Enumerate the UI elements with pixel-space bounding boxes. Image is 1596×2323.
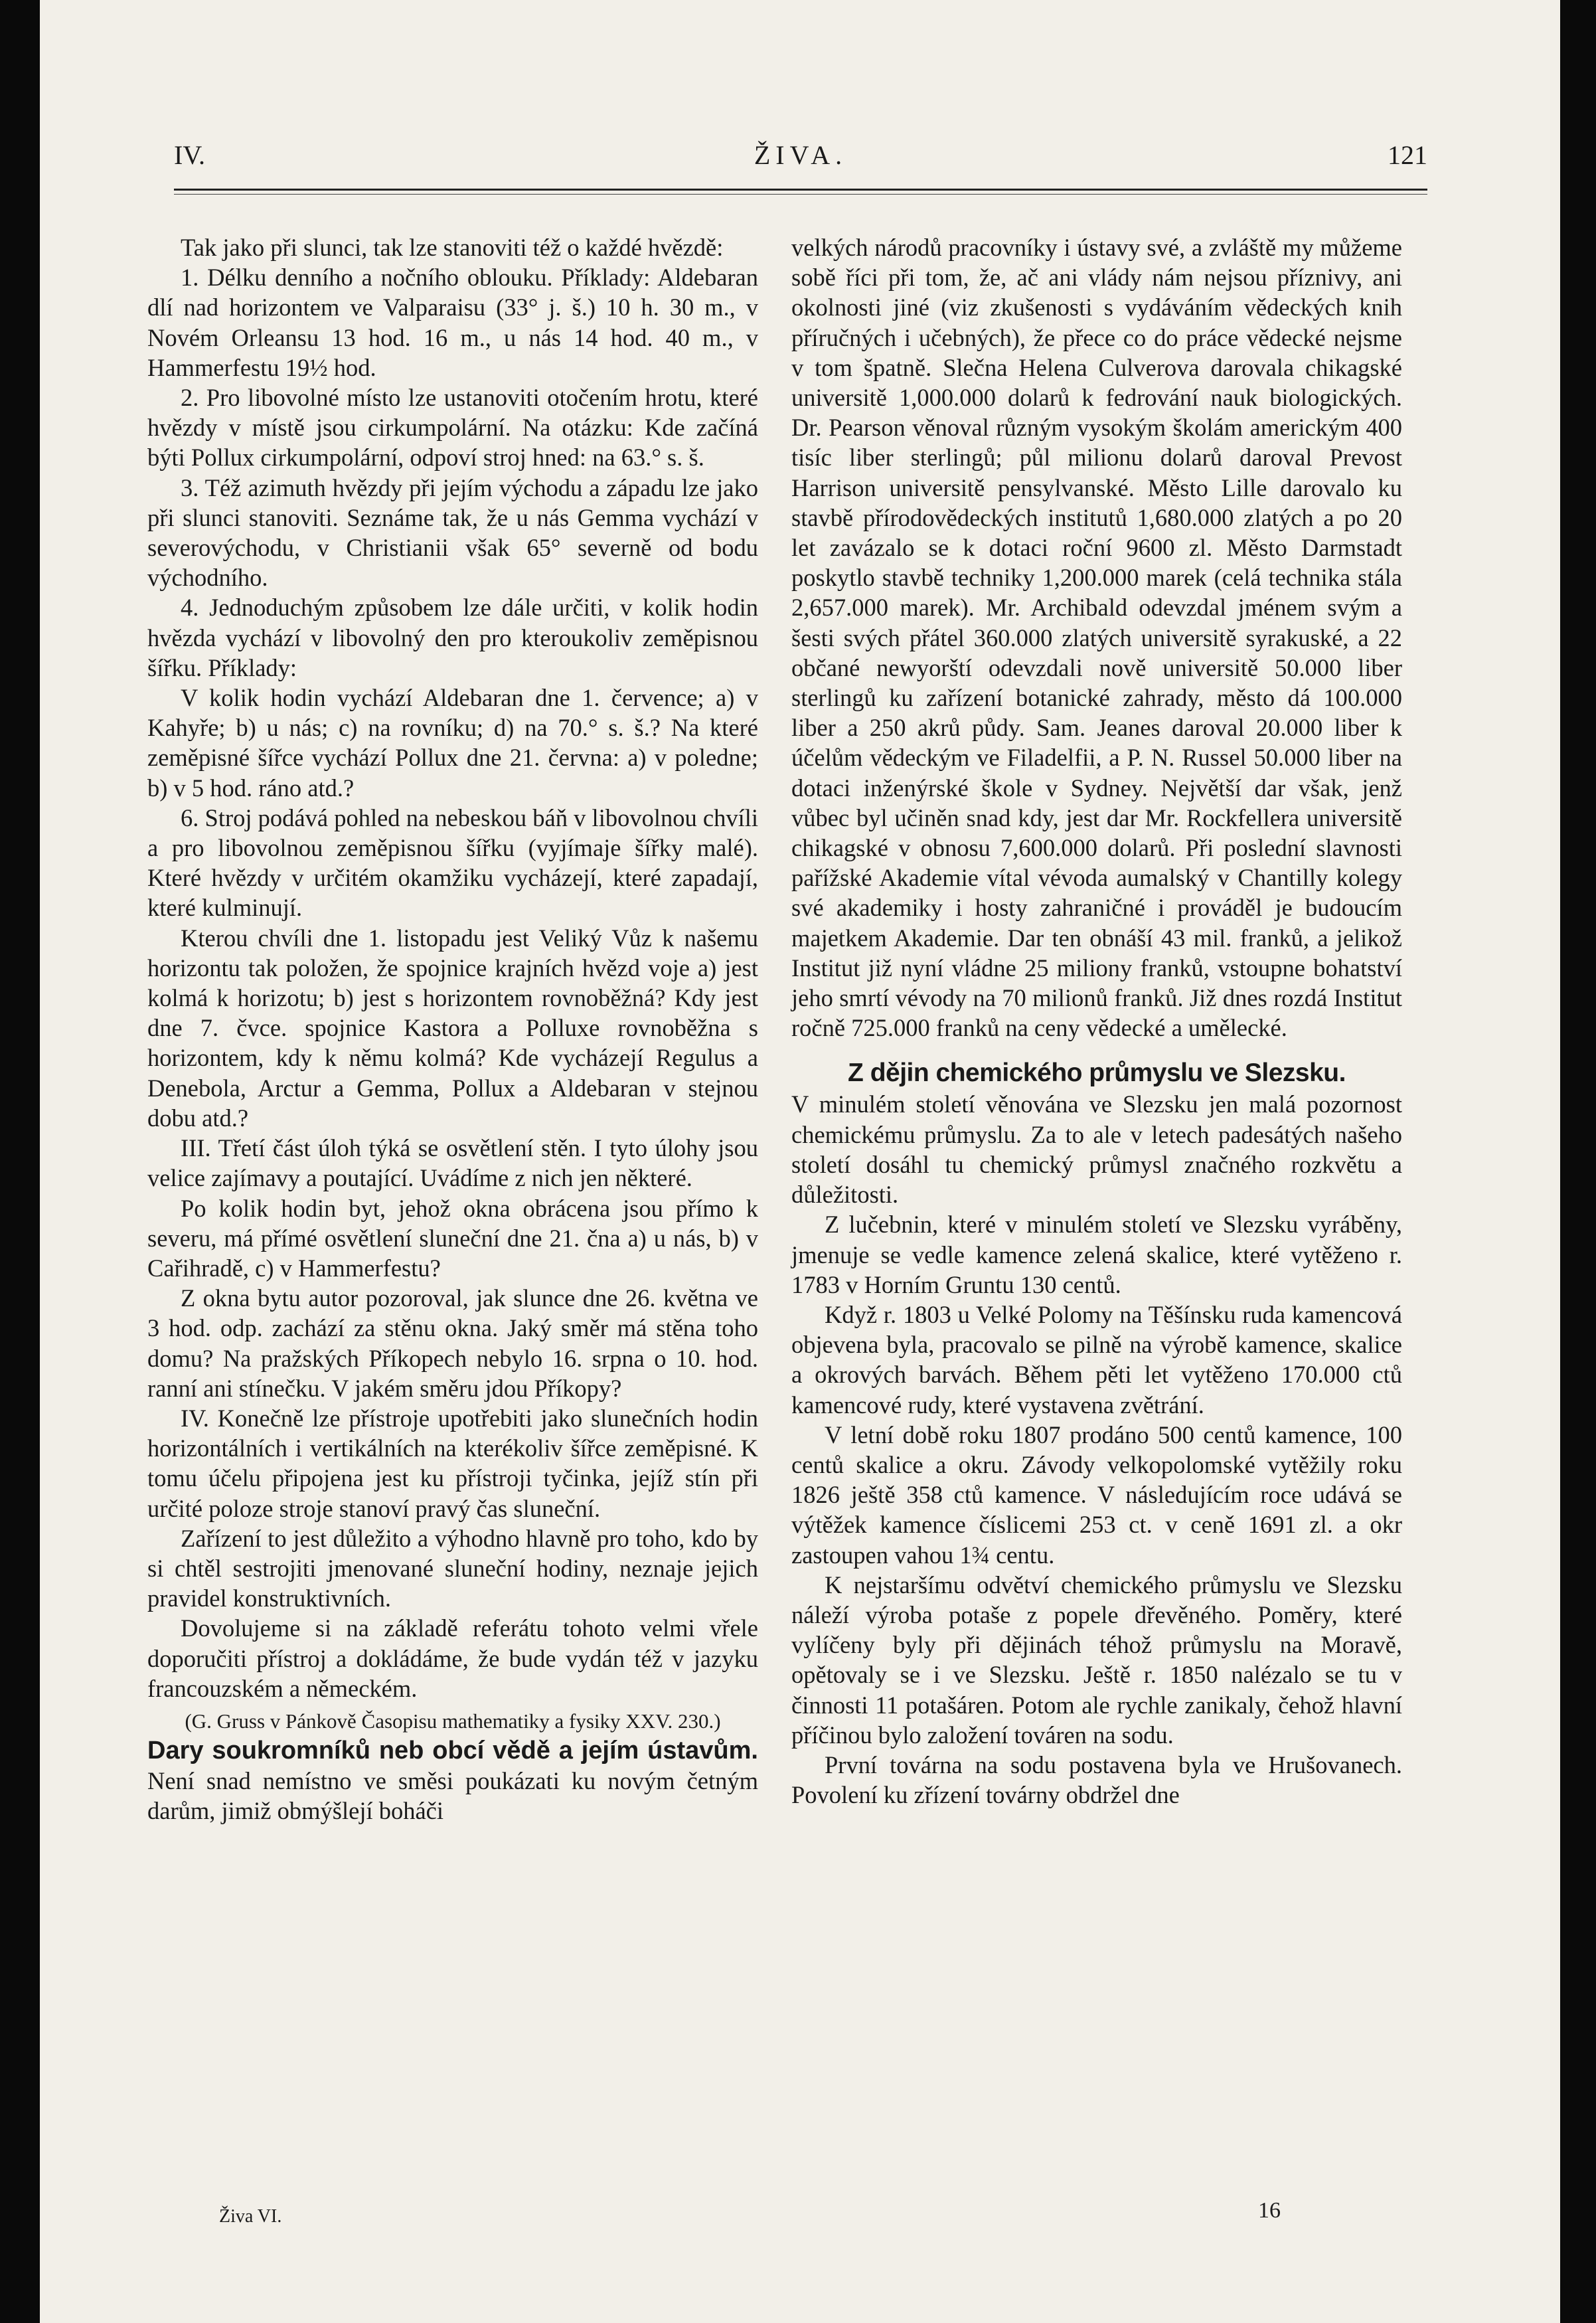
signature-mark: Živa VI. (219, 2206, 282, 2227)
sheet-number: 16 (1258, 2198, 1281, 2223)
right-column (791, 232, 1402, 1810)
header-rule-thin (174, 194, 1427, 195)
volume-number: IV. (174, 140, 206, 170)
section-heading: Dary soukromníků neb obcí vědě a jejím ústavům. (147, 1736, 758, 1764)
page-number: 121 (1388, 140, 1427, 170)
paragraph: 6. Stroj podává pohled na nebeskou báň v libovolnou chvíli a pro libovolnou zeměpisnou šířku (vyjímaje šířky malé). Které hvězdy v určitém okamžiku vycházejí, které zapadají, které kulminují. (147, 804, 758, 922)
paragraph: 3. Též azimuth hvězdy při jejím východu a západu lze jako při slunci stanoviti. Seznáme tak, že u nás Gemma vychází v severovýchodu, v Christianii však 65° severně od bodu východního. (147, 473, 758, 592)
paragraph: IV. Konečně lze přístroje upotřebiti jako slunečních hodin horizontálních i vertikálních na kterékoliv šířce zeměpisné. K tomu účelu připojena jest ku přístroji tyčinka, jejíž stín při určité poloze stroje stanoví pravý čas sluneční. (147, 1404, 758, 1522)
paragraph: V letní době roku 1807 prodáno 500 centů kamence, 100 centů skalice a okru. Závody velkopolomské vytěžily roku 1826 ještě 358 ctů kamence. V následujícím roce udává se výtěžek kamence číslicemi 253 ct. v ceně 1691 zl. a okr zastoupen vahou 1¾ centu. (791, 1420, 1402, 1569)
paragraph: Tak jako při slunci, tak lze stanoviti též o každé hvězdě: (181, 234, 724, 261)
paragraph: V minulém století věnována ve Slezsku jen malá pozornost chemickému průmyslu. Za to ale v letech padesátých našeho století dosáhl tu chemický průmysl značného rozkvětu a důležitosti. (791, 1090, 1402, 1209)
paragraph: III. Třetí část úloh týká se osvětlení stěn. I tyto úlohy jsou velice zajímavy a poutající. Uvádíme z nich jen některé. (147, 1134, 758, 1192)
paragraph-text: Není snad nemístno ve směsi poukázati ku novým četným darům, jimiž obmýšlejí boháči (147, 1767, 758, 1825)
paragraph: K nejstaršímu odvětví chemického průmyslu ve Slezsku náleží výroba potaše z popele dřevěného. Poměry, které vylíčeny byly při dějinách téhož průmyslu na Moravě, opětovaly se i ve Slezsku. Ještě r. 1850 nalézalo se tu v činnosti 11 potašáren. Potom ale rychle zanikaly, čehož hlavní příčinou bylo založení továren na sodu. (791, 1571, 1402, 1749)
paragraph: Dovolujeme si na základě referátu tohoto velmi vřele doporučiti přístroj a dokládáme, že bude vydán též v jazyku francouzském a německém. (147, 1614, 758, 1702)
paragraph (147, 1735, 758, 1826)
paragraph: Z lučebnin, které v minulém století ve Slezsku vyráběny, jmenuje se vedle kamence zelená skalice, které vytěženo r. 1783 v Horním Gruntu 130 centů. (791, 1211, 1402, 1298)
paragraph: velkých národů pracovníky i ústavy své, a zvláště my můžeme sobě říci při tom, že, ač ani vlády nám nejsou příznivy, ani okolnosti jiné (viz zkušenosti s vydáváním vědeckých knih příručných i učebných), že přece co do práce vědecké nejsme v tom špatně. Slečna Helena Culverova darovala chikagské universitě 1,000.000 dolarů k fedrování nauk biologických. Dr. Pearson věnoval různým vysokým školám americkým 400 tisíc liber sterlingů; půl milionu dolarů daroval Prevost Harrison universitě pensylvanské. Město Lille darovalo ku stavbě přírodovědeckých institutů 1,680.000 zlatých a po 20 let zavázalo se k dotaci roční 9600 zl. Město Darmstadt poskytlo stavbě techniky 1,200.000 marek (celá technika stála 2,657.000 marek). Mr. Archibald odevzdal jménem svým a šesti svých přátel 360.000 zlatých universitě syrakuské, a 22 občané newyorští odevzdali nově universitě 50.000 liber sterlingů ku zařízení botanické zahrady, město dá 100.000 liber a 250 akrů půdy. Sam. Jeanes daroval 20.000 liber k účelům vědeckým ve Filadelfii, a P. N. Russel 50.000 liber na dotaci inženýrské škole v Sydney. Největší dar však, jenž vůbec byl učiněn snad kdy, jest dar Mr. Rockfellera universitě chikagské v obnosu 7,600.000 dolarů. Při poslední slavnosti pařížské Akademie vítal vévoda aumalský v Chantilly kolegy své akademiky i hosty zahraničné i prováděl je budoucím majetkem Akademie. Dar ten obnáší 43 mil. franků, a jelikož Institut již nyní vládne 25 miliony franků, vstoupne bohatství jeho smrtí vévody na 70 milionů franků. Již dnes rozdá Institut ročně 725.000 franků na ceny vědecké a umělecké. (791, 234, 1402, 1042)
paragraph: 4. Jednoduchým způsobem lze dále určiti, v kolik hodin hvězda vychází v libovolný den pro kteroukoliv zeměpisnou šířku. Příklady: (147, 594, 758, 681)
paragraph: Z okna bytu autor pozoroval, jak slunce dne 26. května ve 3 hod. odp. zachází za stěnu okna. Jaký směr má stěna toho domu? Na pražských Příkopech nebylo 16. srpna o 10. hod. ranní ani stínečku. V jakém směru jdou Příkopy? (147, 1284, 758, 1402)
paragraph: První továrna na sodu postavena byla ve Hrušovanech. Povolení ku zřízení továrny obdržel dne (791, 1751, 1402, 1809)
header-rule (174, 189, 1427, 191)
paragraph: V kolik hodin vychází Aldebaran dne 1. července; a) v Kahyře; b) u nás; c) na rovníku; d) na 70.° s. š.? Na které zeměpisné šířce vychází Pollux dne 21. června: a) v poledne; b) v 5 hod. ráno atd.? (147, 684, 758, 802)
section-heading: Z dějin chemického průmyslu ve Slezsku. (848, 1059, 1346, 1088)
paragraph: Po kolik hodin byt, jehož okna obrácena jsou přímo k severu, má přímé osvětlení sluneční dne 21. čna a) u nás, b) v Cařihradě, c) v Hammerfestu? (147, 1194, 758, 1282)
paragraph: 1. Délku denního a nočního oblouku. Příklady: Aldebaran dlí nad horizontem ve Valparaisu (33° j. š.) 10 h. 30 m., v Novém Orleansu 13 hod. 16 m., u nás 14 hod. 40 m., v Hammerfestu 19½ hod. (147, 264, 758, 381)
paragraph: 2. Pro libovolné místo lze ustanoviti otočením hrotu, které hvězdy v místě jsou cirkumpolární. Na otázku: Kde začíná býti Pollux cirkumpolární, odpoví stroj hned: na 63.° s. š. (147, 384, 758, 472)
paragraph: Když r. 1803 u Velké Polomy na Těšínsku ruda kamencová objevena byla, pracovalo se pilně na výrobě kamence, skalice a okrových barvách. Během pěti let vytěženo 170.000 ctů kamencové rudy, které vystavena zvětrání. (791, 1300, 1402, 1419)
left-column (147, 232, 758, 1826)
paragraph: Zařízení to jest důležito a výhodno hlavně pro toho, kdo by si chtěl sestrojiti jmenované sluneční hodiny, neznaje jejich pravidel konstruktivních. (147, 1524, 758, 1612)
journal-title: ŽIVA. (754, 140, 848, 170)
paragraph: Kterou chvíli dne 1. listopadu jest Veliký Vůz k našemu horizontu tak položen, že spojnice krajních hvězd voje a) jest kolmá k horizotu; b) jest s horizontem rovnoběžná? Kdy jest dne 7. čvce. spojnice Kastora a Polluxe rovnoběžna s horizontem, kdy k němu kolmá? Kde vycházejí Regulus a Denebola, Arctur a Gemma, Pollux a Aldebaran v stejnou dobu atd.? (147, 924, 758, 1132)
citation: (G. Gruss v Pánkově Časopisu mathematiky a fysiky XXV. 230.) (185, 1709, 721, 1733)
running-header (174, 139, 1427, 179)
